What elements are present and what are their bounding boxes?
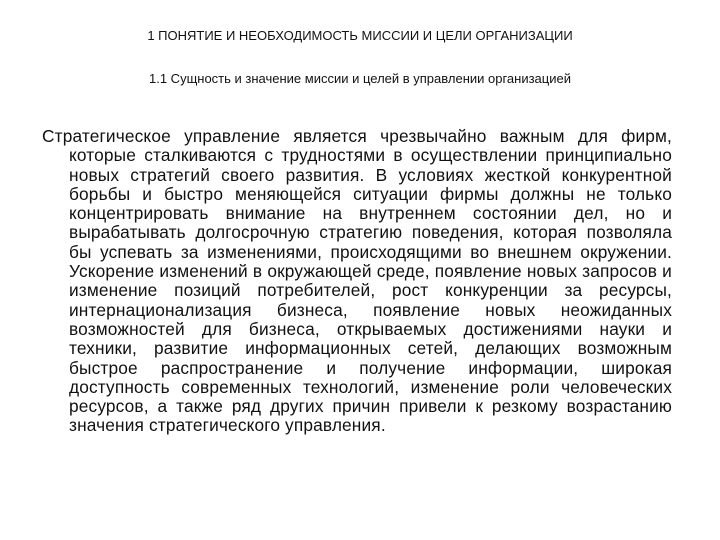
subsection-heading: 1.1 Сущность и значение миссии и целей в управлении организацией — [149, 71, 571, 86]
body-paragraph: Стратегическое управление является чрезвычайно важным для фирм, которые сталкиваются с трудностями в осуществлении принципиально новых стратегий своего развития. В условиях жесткой конкурентной борьбы и быстро меняющейся ситуации фирмы должны не только концентрировать внимание на внутреннем состоянии дел, но и вырабатывать долгосрочную стратегию поведения, которая позволяла бы успевать за изменениями, происходящими во внешнем окружении. Ускорение изменений в окружающей среде, появление новых запросов и изменение позиций потребителей, рост конкуренции за ресурсы, интернационализация бизнеса, появление новых неожиданных возможностей для бизнеса, открываемых достижениями науки и техники, развитие информационных сетей, делающих возможным быстрое распространение и получение информации, широкая доступность современных технологий, изменение роли человеческих ресурсов, а также ряд других причин привели к резкому возрастанию значения стратегического управления. — [42, 126, 672, 436]
section-heading: 1 ПОНЯТИЕ И НЕОБХОДИМОСТЬ МИССИИ И ЦЕЛИ ОРГАНИЗАЦИИ — [147, 28, 573, 43]
